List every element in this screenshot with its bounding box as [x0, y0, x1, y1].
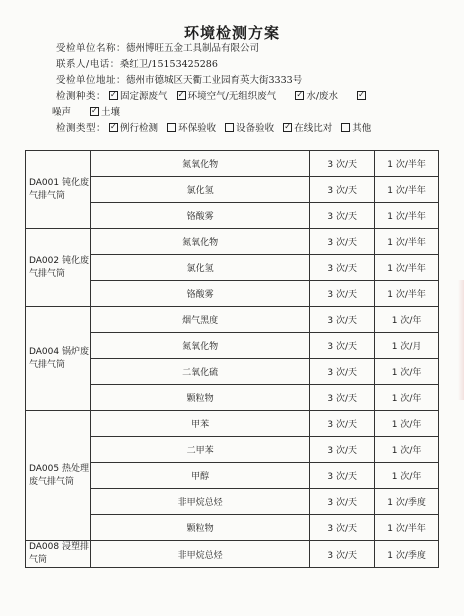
period-cell: 1 次/半年: [375, 229, 439, 255]
item-cell: 氮氧化物: [90, 229, 309, 255]
period-cell: 1 次/半年: [375, 281, 439, 307]
monitoring-table: [25, 150, 439, 568]
table-row: [26, 541, 439, 568]
period-cell: 1 次/年: [375, 437, 439, 463]
checkbox-icon[interactable]: [167, 123, 176, 132]
category-option[interactable]: ✓ 在线比对: [283, 121, 332, 137]
unit-value: 德州博旺五金工具制品有限公司: [126, 43, 260, 54]
period-cell: 1 次/年: [375, 411, 439, 437]
frequency-cell: 3 次/天: [310, 463, 375, 489]
address-label: 受检单位地址：: [56, 75, 127, 86]
unit-cell: DA004 锅炉废气排气筒: [26, 307, 91, 411]
frequency-cell: 3 次/天: [310, 229, 375, 255]
contact-label: 联系人/电话：: [56, 59, 120, 70]
frequency-cell: 3 次/天: [310, 541, 375, 568]
period-cell: 1 次/半年: [375, 515, 439, 541]
contact-row: [56, 57, 456, 73]
type-option[interactable]: [357, 89, 368, 105]
period-cell: 1 次/年: [375, 463, 439, 489]
period-cell: 1 次/半年: [375, 255, 439, 281]
type-row-2: [52, 105, 456, 121]
period-cell: 1 次/季度: [375, 489, 439, 515]
unit-cell: DA001 钝化废气排气筒: [26, 151, 91, 229]
checkbox-checked-icon[interactable]: [295, 91, 304, 100]
category-option[interactable]: 其他: [341, 121, 371, 137]
checkbox-icon[interactable]: [341, 123, 350, 132]
info-section: [52, 41, 456, 137]
type-row: [56, 89, 456, 105]
frequency-cell: 3 次/天: [310, 437, 375, 463]
checkbox-checked-icon[interactable]: [109, 123, 118, 132]
category-option[interactable]: ✓ 例行检测: [109, 121, 158, 137]
type-option: 噪声: [52, 107, 72, 118]
type-option[interactable]: ✓ 土壤: [90, 105, 120, 121]
unit-cell: DA008 浸塑排气筒: [26, 541, 91, 568]
item-cell: 氮氧化物: [90, 333, 309, 359]
checkbox-checked-icon[interactable]: [109, 91, 118, 100]
category-option[interactable]: 设备验收: [225, 121, 274, 137]
page-edge-shadow: [458, 280, 464, 400]
category-row: [56, 121, 456, 137]
item-cell: 二氧化硫: [90, 359, 309, 385]
item-cell: 氮氧化物: [90, 151, 309, 177]
period-cell: 1 次/年: [375, 385, 439, 411]
table-row: [26, 411, 439, 437]
checkbox-checked-icon[interactable]: [177, 91, 186, 100]
address-row: [56, 73, 456, 89]
page-title: 环境检测方案: [183, 24, 280, 42]
frequency-cell: 3 次/天: [310, 411, 375, 437]
period-cell: 1 次/月: [375, 333, 439, 359]
frequency-cell: 3 次/天: [310, 515, 375, 541]
frequency-cell: 3 次/天: [310, 281, 375, 307]
checkbox-icon[interactable]: [225, 123, 234, 132]
address-value: 德州市德城区天衢工业园育英大街3333号: [126, 75, 303, 86]
checkbox-checked-icon[interactable]: [90, 107, 99, 116]
period-cell: 1 次/半年: [375, 203, 439, 229]
unit-label: 受检单位名称：: [56, 43, 127, 54]
period-cell: 1 次/季度: [375, 541, 439, 568]
item-cell: 铬酸雾: [90, 203, 309, 229]
checkbox-checked-icon[interactable]: [283, 123, 292, 132]
table-row: [26, 307, 439, 333]
category-option[interactable]: 环保验收: [167, 121, 216, 137]
checkbox-checked-icon[interactable]: [357, 91, 366, 100]
period-cell: 1 次/年: [375, 307, 439, 333]
frequency-cell: 3 次/天: [310, 177, 375, 203]
frequency-cell: 3 次/天: [310, 203, 375, 229]
unit-cell: DA005 热处理废气排气筒: [26, 411, 91, 541]
type-option[interactable]: ✓ 水/废水: [295, 89, 338, 105]
frequency-cell: 3 次/天: [310, 307, 375, 333]
table-row: [26, 151, 439, 177]
item-cell: 铬酸雾: [90, 281, 309, 307]
item-cell: 非甲烷总烃: [90, 489, 309, 515]
type-option[interactable]: ✓ 固定源废气: [109, 89, 168, 105]
item-cell: 非甲烷总烃: [90, 541, 309, 568]
contact-value: 桑红卫/15153425286: [119, 59, 218, 70]
period-cell: 1 次/年: [375, 359, 439, 385]
item-cell: 二甲苯: [90, 437, 309, 463]
frequency-cell: 3 次/天: [310, 333, 375, 359]
item-cell: 颗粒物: [90, 385, 309, 411]
type-label: 检测种类：: [56, 91, 107, 102]
item-cell: 烟气黑度: [90, 307, 309, 333]
frequency-cell: 3 次/天: [310, 359, 375, 385]
period-cell: 1 次/半年: [375, 151, 439, 177]
item-cell: 氯化氢: [90, 177, 309, 203]
frequency-cell: 3 次/天: [310, 151, 375, 177]
type-option[interactable]: ✓ 环境空气/无组织废气: [177, 89, 277, 105]
unit-cell: DA002 钝化废气排气筒: [26, 229, 91, 307]
period-cell: 1 次/半年: [375, 177, 439, 203]
table-row: [26, 229, 439, 255]
item-cell: 甲醇: [90, 463, 309, 489]
unit-row: [56, 41, 456, 57]
category-label: 检测类型：: [56, 123, 107, 134]
frequency-cell: 3 次/天: [310, 489, 375, 515]
frequency-cell: 3 次/天: [310, 255, 375, 281]
item-cell: 颗粒物: [90, 515, 309, 541]
frequency-cell: 3 次/天: [310, 385, 375, 411]
item-cell: 甲苯: [90, 411, 309, 437]
item-cell: 氯化氢: [90, 255, 309, 281]
